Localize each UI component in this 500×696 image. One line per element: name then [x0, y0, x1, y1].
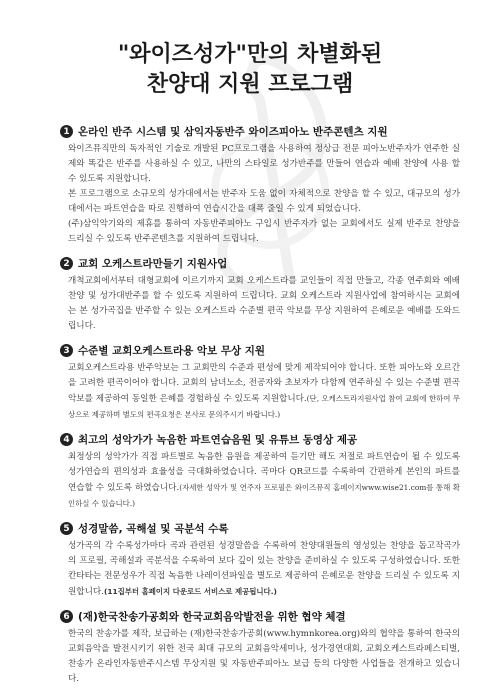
section-heading	[60, 521, 460, 536]
paragraph-text: 성가곡의 각 수록성가마다 곡과 관련된 성경말씀을 수록하여 찬양대원들의 영성있는 찬양을 돕고작곡가의 프로필, 곡해설과 곡분석을 수록하여 보다 깊이 있는 찬양을 준비하실 수 있도록 구성하였습니다. 또한 칸타타는 전문성우가 직접 녹음한 나레이션파일을 별도로 제공하여 은혜로운 찬양을 드리실 수 있도록 지원합니다.	[68, 541, 460, 597]
paragraph-note: (단, 오케스트라지원사업 참여 교회에 한하여 무상으로 제공하며 별도의 편곡요청은 본사로 문의주시기 바랍니다.)	[68, 394, 460, 419]
section-heading	[60, 124, 460, 139]
title-line-1: "와이즈성가"만의 차별화된	[117, 42, 383, 67]
section-hymn-society-agreement	[60, 609, 460, 687]
section-body	[60, 361, 460, 423]
section-body	[60, 142, 460, 247]
section-orchestra-scores	[60, 343, 460, 423]
section-title: (재)한국찬송가공회와 한국교회음악발전을 위한 협약 체결	[78, 611, 346, 623]
section-number-badge: 1	[60, 125, 73, 138]
paragraph-text: 최정상의 성악가가 직접 파트별로 녹음한 음원을 제공하여 듣기만 해도 저절로 파트연습이 될 수 있도록 성가연습의 편의성과 효율성을 극대화하였습니다. 곡마다 QR코드를 수록하여 간편하게 본인의 파트를 연습할 수 있도록 하였습니다.	[68, 452, 460, 493]
section-online-accompaniment	[60, 124, 460, 247]
paragraph: (주)삼익악기와의 제휴를 통하여 자동반주피아노 구입시 반주자가 없는 교회에서도 실제 반주로 찬양을 드리실 수 있도록 반주콘텐츠를 지원하여 드립니다.	[68, 219, 460, 244]
section-body	[60, 539, 460, 600]
title-line-2: 찬양대 지원 프로그램	[146, 72, 354, 97]
section-number-badge: 5	[60, 522, 73, 535]
section-body	[60, 450, 460, 512]
section-body	[60, 274, 460, 334]
section-title: 성경말씀, 곡해설 및 곡분석 수록	[78, 523, 229, 535]
paragraph	[68, 450, 460, 512]
program-list	[60, 124, 460, 696]
section-body	[60, 627, 460, 687]
section-title: 교회 오케스트라만들기 지원사업	[78, 258, 228, 270]
section-heading	[60, 432, 460, 447]
paragraph-note: (자세한 성악가 및 연주자 프로필은 와이즈뮤직 홈페이지www.wise21.com를 통해 확인하실 수 있습니다.)	[68, 483, 460, 508]
section-church-orchestra	[60, 256, 460, 334]
section-scripture-analysis	[60, 521, 460, 600]
paragraph: 본 프로그램으로 소규모의 성가대에서는 반주자 도움 없이 자체적으로 찬양을 할 수 있고, 대규모의 성가대에서는 파트연습을 따로 진행하여 연습시간을 대폭 줄일 수 있게 되었습니다.	[68, 189, 460, 214]
section-title: 최고의 성악가가 녹음한 파트연습음원 및 유튜브 동영상 제공	[78, 434, 358, 446]
paragraph: 개척교회에서부터 대형교회에 이르기까지 교회 오케스트라를 교인들이 직접 만들고, 각종 연주회와 예배찬양 및 성가대반주를 할 수 있도록 지원하여 드립니다. 교회 오케스트라 지원사업에 참여하시는 교회에는 본 성가곡집을 반주할 수 있는 오케스트라 수준별 편곡 악보를 무상 지원하여 은혜로운 예배를 도와드립니다.	[68, 276, 460, 331]
paragraph	[68, 361, 460, 423]
paragraph: 와이즈뮤직만의 독자적인 기술로 개발된 PC프로그램을 사용하여 정상급 전문 피아노반주자가 연주한 실제와 똑같은 반주를 사용하실 수 있고, 나만의 스타일로 성가반주를 만들어 연습과 예배 찬양에 사용 할 수 있도록 지원합니다.	[68, 144, 460, 184]
paragraph-note: (11집부터 홈페이지 다운로드 서비스로 제공됩니다.)	[103, 587, 277, 596]
paragraph: 한국의 찬송가를 제작, 보급하는 (재)한국찬송가공회(www.hymnkorea.org)와의 협약을 통하여 한국의 교회음악을 발전시키기 위한 전국 최대 규모의 교회음악세미나, 성가경연대회, 교회오케스트라페스티벌, 찬송가 온라인자동반주시스템 무상지원 및 자동반주피아노 보급 등의 다양한 사업들을 전개하고 있습니다.	[68, 629, 460, 684]
section-heading	[60, 343, 460, 358]
section-title: 온라인 반주 시스템 및 삼익자동반주 와이즈피아노 반주콘텐츠 지원	[78, 126, 388, 138]
section-title: 수준별 교회오케스트라용 악보 무상 지원	[78, 345, 266, 357]
page-title	[0, 40, 500, 100]
paragraph	[68, 539, 460, 600]
section-part-practice-audio	[60, 432, 460, 512]
section-number-badge: 2	[60, 257, 73, 270]
section-number-badge: 6	[60, 610, 73, 623]
paragraph-text: 교회오케스트라용 반주악보는 그 교회만의 수준과 편성에 맞게 제작되어야 합니다. 또한 피아노와 오르간을 고려한 편곡이어야 합니다. 교회의 남녀노소, 전공자와 초보자가 다함께 연주하실 수 있는 수준별 편곡악보를 제공하여 동일한 은혜를 경험하실 수 있도록 지원합니다.	[68, 363, 460, 404]
section-number-badge: 3	[60, 344, 73, 357]
section-heading	[60, 256, 460, 271]
section-heading	[60, 609, 460, 624]
section-number-badge: 4	[60, 433, 73, 446]
